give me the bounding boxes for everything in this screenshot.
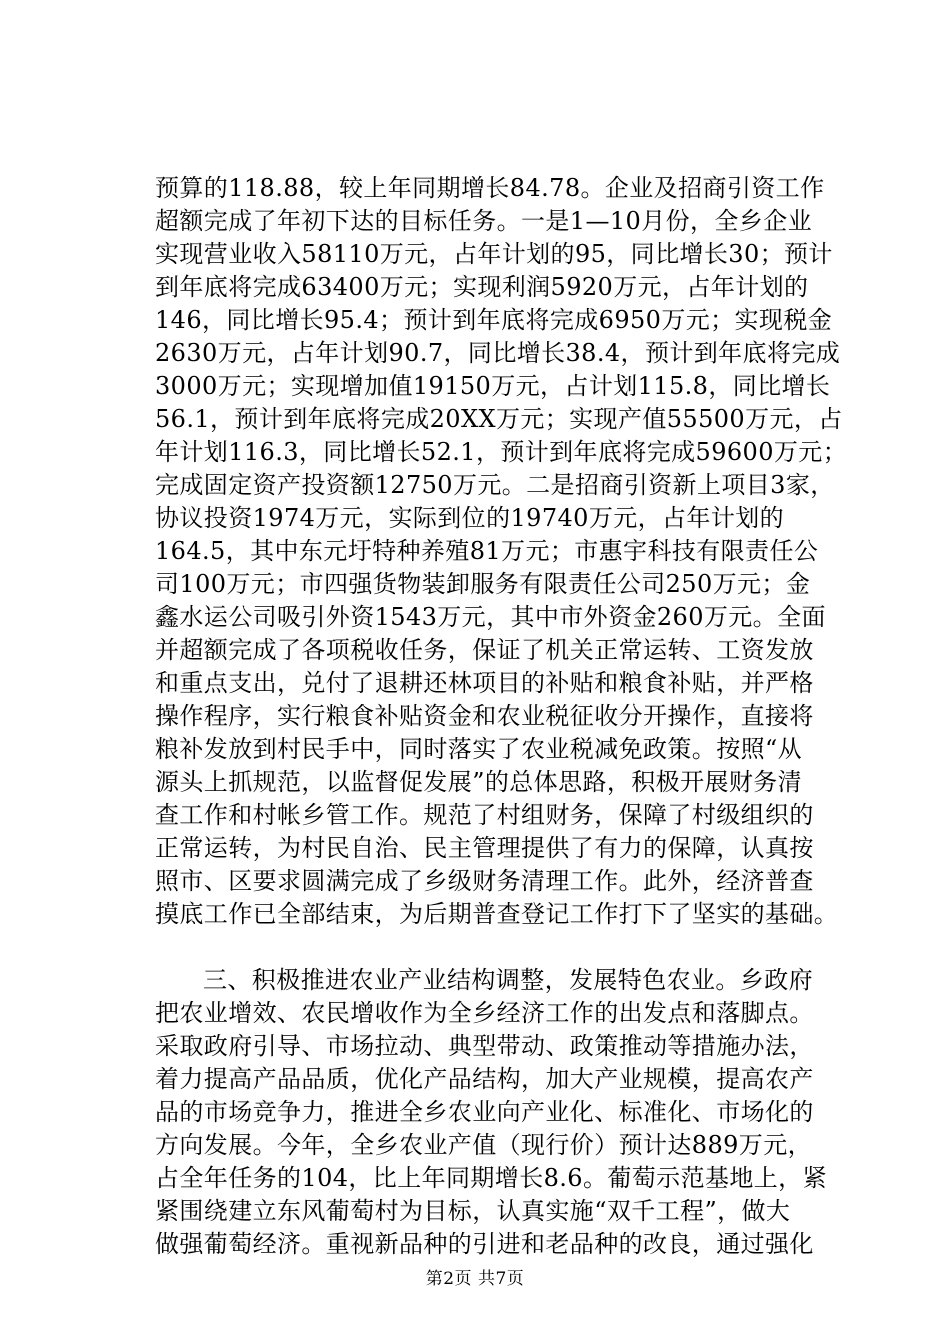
- text-line: 紧围绕建立东风葡萄村为目标，认真实施“双千工程”，做大: [155, 1197, 791, 1225]
- text-line: 占全年任务的104，比上年同期增长8.6。葡萄示范基地上，紧: [155, 1164, 827, 1192]
- paragraph-first-line: 三、积极推进农业产业结构调整，发展特色农业。乡政府: [203, 966, 813, 994]
- text-line: 采取政府引导、市场拉动、典型带动、政策推动等措施办法，: [155, 1032, 814, 1060]
- text-line: 摸底工作已全部结束，为后期普查登记工作打下了坚实的基础。: [155, 900, 839, 928]
- text-line: 粮补发放到村民手中，同时落实了农业税减免政策。按照“从: [155, 735, 803, 763]
- text-line: 年计划116.3，同比增长52.1，预计到年底将完成59600万元；: [155, 438, 848, 466]
- text-line: 完成固定资产投资额12750万元。二是招商引资新上项目3家，: [155, 471, 835, 499]
- text-line: 正常运转，为村民自治、民主管理提供了有力的保障，认真按: [155, 834, 814, 862]
- text-line: 做强葡萄经济。重视新品种的引进和老品种的改良，通过强化: [155, 1230, 814, 1258]
- text-line: 超额完成了年初下达的目标任务。一是1—10月份，全乡企业: [155, 207, 813, 235]
- text-line: 协议投资1974万元，实际到位的19740万元，占年计划的: [155, 504, 785, 532]
- text-line: 164.5，其中东元圩特种养殖81万元；市惠宇科技有限责任公: [155, 537, 819, 565]
- text-line: 并超额完成了各项税收任务，保证了机关正常运转、工资发放: [155, 636, 814, 664]
- text-line: 146，同比增长95.4；预计到年底将完成6950万元；实现税金: [155, 306, 833, 334]
- text-line: 品的市场竞争力，推进全乡农业向产业化、标准化、市场化的: [155, 1098, 814, 1126]
- text-line: 着力提高产品品质，优化产品结构，加大产业规模，提高农产: [155, 1065, 814, 1093]
- text-line: 鑫水运公司吸引外资1543万元，其中市外资金260万元。全面: [155, 603, 826, 631]
- text-line: 预算的118.88，较上年同期增长84.78。企业及招商引资工作: [155, 174, 825, 202]
- text-line: 2630万元，占年计划90.7，同比增长38.4，预计到年底将完成: [155, 339, 841, 367]
- text-line: 3000万元；实现增加值19150万元，占计划115.8，同比增长: [155, 372, 831, 400]
- text-line: 把农业增效、农民增收作为全乡经济工作的出发点和落脚点。: [155, 999, 814, 1027]
- text-line: 和重点支出，兑付了退耕还林项目的补贴和粮食补贴，并严格: [155, 669, 814, 697]
- text-line: 到年底将完成63400万元；实现利润5920万元，占年计划的: [155, 273, 809, 301]
- text-line: 56.1，预计到年底将完成20XX万元；实现产值55500万元，占: [155, 405, 843, 433]
- text-line: 方向发展。今年，全乡农业产值（现行价）预计达889万元，: [155, 1131, 813, 1159]
- text-line: 源头上抓规范，以监督促发展”的总体思路，积极开展财务清: [155, 768, 803, 796]
- text-line: 实现营业收入58110万元，占年计划的95，同比增长30；预计: [155, 240, 833, 268]
- page-number-footer: 第2页 共7页: [425, 1269, 525, 1289]
- text-line: 司100万元；市四强货物装卸服务有限责任公司250万元；金: [155, 570, 811, 598]
- text-line: 操作程序，实行粮食补贴资金和农业税征收分开操作，直接将: [155, 702, 814, 730]
- text-line: 查工作和村帐乡管工作。规范了村组财务，保障了村级组织的: [155, 801, 814, 829]
- text-line: 照市、区要求圆满完成了乡级财务清理工作。此外，经济普查: [155, 867, 814, 895]
